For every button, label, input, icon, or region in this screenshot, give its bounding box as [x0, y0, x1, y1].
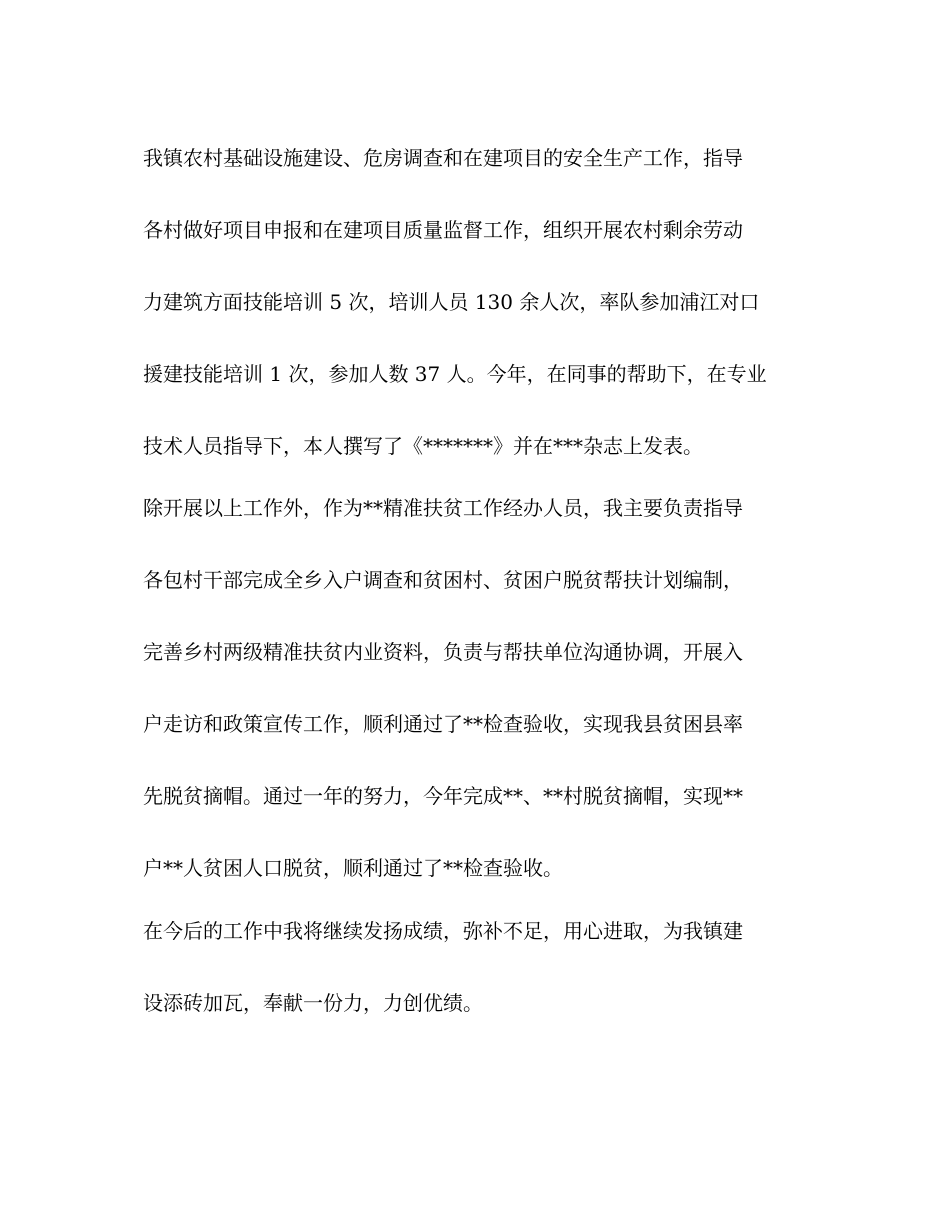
paragraph-line: 在今后的工作中我将继续发扬成绩，弥补不足，用心进取，为我镇建 — [143, 919, 743, 943]
paragraph-line: 援建技能培训 1 次，参加人数 37 人。今年，在同事的帮助下，在专业 — [143, 362, 767, 386]
paragraph-line: 先脱贫摘帽。通过一年的努力，今年完成**、**村脱贫摘帽，实现** — [143, 784, 743, 808]
paragraph-line: 户**人贫困人口脱贫，顺利通过了**检查验收。 — [143, 856, 563, 880]
paragraph-line: 设添砖加瓦，奉献一份力，力创优绩。 — [143, 991, 483, 1015]
paragraph-line: 力建筑方面技能培训 5 次，培训人员 130 余人次，率队参加浦江对口 — [143, 290, 760, 314]
paragraph-line: 技术人员指导下，本人撰写了《*******》并在***杂志上发表。 — [143, 434, 703, 458]
paragraph-line: 完善乡村两级精准扶贫内业资料，负责与帮扶单位沟通协调，开展入 — [143, 640, 743, 664]
paragraph-line: 除开展以上工作外，作为**精准扶贫工作经办人员，我主要负责指导 — [143, 496, 743, 520]
paragraph-line: 户走访和政策宣传工作，顺利通过了**检查验收，实现我县贫困县率 — [143, 712, 743, 736]
paragraph-line: 各村做好项目申报和在建项目质量监督工作，组织开展农村剩余劳动 — [143, 218, 743, 242]
paragraph-line: 各包村干部完成全乡入户调查和贫困村、贫困户脱贫帮扶计划编制， — [143, 568, 743, 592]
paragraph-line: 我镇农村基础设施建设、危房调查和在建项目的安全生产工作，指导 — [143, 146, 743, 170]
